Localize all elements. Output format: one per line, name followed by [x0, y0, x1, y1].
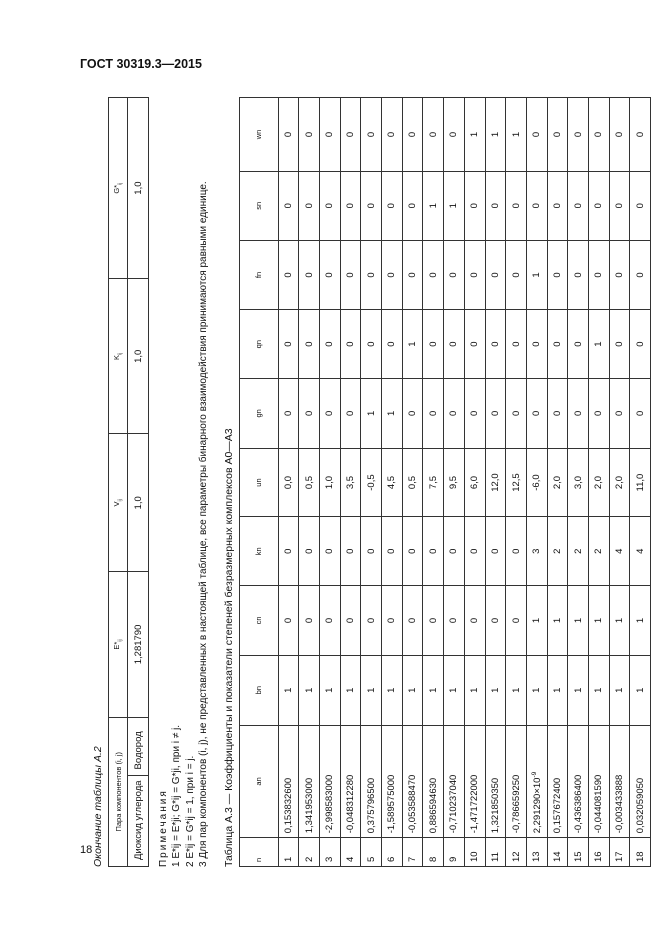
table-a2: [108, 97, 149, 867]
cell-gn: 1: [361, 378, 382, 448]
rotated-content: [88, 97, 646, 867]
table-a2-caption: Окончание таблицы А.2: [92, 746, 104, 867]
page-header: ГОСТ 30319.3—2015: [80, 57, 202, 71]
cell-fn: 0: [423, 240, 444, 310]
cell-kn: 0: [382, 517, 403, 586]
cell-qn: 0: [464, 310, 485, 379]
cell-kn: 0: [423, 517, 444, 586]
table-row: [526, 98, 547, 867]
col-header-sn: sn: [239, 171, 278, 240]
cell-sn: 0: [299, 171, 320, 240]
cell-sn: 0: [464, 171, 485, 240]
cell-bn: 1: [630, 655, 651, 725]
col-header-bn: bn: [239, 655, 278, 725]
cell-n: 12: [506, 838, 527, 867]
cell-qn: 0: [568, 310, 589, 379]
cell-qn: 0: [382, 310, 403, 379]
col-v: $V_{ij}$: [109, 434, 128, 572]
table-row: [320, 98, 341, 867]
value-e: 1,281790: [128, 572, 149, 717]
col-e: $E*_{ij}$: [109, 572, 128, 717]
cell-un: 12,5: [506, 448, 527, 517]
cell-gn: 0: [485, 378, 506, 448]
cell-gn: 0: [609, 378, 630, 448]
cell-sn: 0: [526, 171, 547, 240]
table-row: [568, 98, 589, 867]
cell-fn: 0: [588, 240, 609, 310]
cell-bn: 1: [506, 655, 527, 725]
col-k: $K_{ij}$: [109, 279, 128, 434]
cell-gn: 0: [340, 378, 361, 448]
cell-an: -0,044081590: [588, 725, 609, 838]
cell-wn: 0: [526, 98, 547, 172]
cell-an: 1,321850350: [485, 725, 506, 838]
cell-sn: 1: [444, 171, 465, 240]
cell-cn: 1: [609, 586, 630, 656]
cell-gn: 0: [402, 378, 423, 448]
col-header-cn: cn: [239, 586, 278, 656]
table-row: [609, 98, 630, 867]
cell-wn: 1: [485, 98, 506, 172]
cell-an: -0,048312280: [340, 725, 361, 838]
cell-bn: 1: [568, 655, 589, 725]
cell-un: 9,5: [444, 448, 465, 517]
cell-gn: 0: [588, 378, 609, 448]
cell-an: -0,436386400: [568, 725, 589, 838]
cell-kn: 0: [506, 517, 527, 586]
cell-kn: 0: [320, 517, 341, 586]
cell-fn: 0: [547, 240, 568, 310]
cell-wn: 0: [547, 98, 568, 172]
col-header-kn: kn: [239, 517, 278, 586]
table-row: [588, 98, 609, 867]
table-row: [485, 98, 506, 867]
cell-sn: 0: [609, 171, 630, 240]
cell-fn: 0: [464, 240, 485, 310]
cell-un: -0,5: [361, 448, 382, 517]
cell-fn: 0: [485, 240, 506, 310]
cell-un: 0,0: [278, 448, 299, 517]
cell-cn: 1: [588, 586, 609, 656]
cell-wn: 0: [568, 98, 589, 172]
table-row: [299, 98, 320, 867]
cell-n: 14: [547, 838, 568, 867]
cell-bn: 1: [340, 655, 361, 725]
cell-un: 7,5: [423, 448, 444, 517]
cell-n: 6: [382, 838, 403, 867]
note-3: 3 Для пар компонентов (i, j), не представленных в настоящей таблице, все параметры бинарного взаимодействия принимаются равными единице.: [198, 181, 210, 867]
cell-fn: 0: [299, 240, 320, 310]
cell-kn: 0: [402, 517, 423, 586]
cell-wn: 0: [340, 98, 361, 172]
cell-n: 7: [402, 838, 423, 867]
cell-qn: 0: [299, 310, 320, 379]
cell-n: 8: [423, 838, 444, 867]
table-row: [128, 98, 149, 867]
cell-cn: 0: [423, 586, 444, 656]
cell-bn: 1: [361, 655, 382, 725]
cell-an: 0,375796500: [361, 725, 382, 838]
cell-wn: 0: [444, 98, 465, 172]
cell-qn: 0: [506, 310, 527, 379]
cell-kn: 2: [568, 517, 589, 586]
cell-sn: 0: [485, 171, 506, 240]
cell-un: 6,0: [464, 448, 485, 517]
cell-kn: 0: [444, 517, 465, 586]
cell-n: 15: [568, 838, 589, 867]
cell-n: 10: [464, 838, 485, 867]
cell-kn: 0: [361, 517, 382, 586]
cell-wn: 0: [402, 98, 423, 172]
cell-wn: 0: [588, 98, 609, 172]
value-v: 1,0: [128, 434, 149, 572]
cell-fn: 0: [320, 240, 341, 310]
cell-an: 1,341953000: [299, 725, 320, 838]
cell-n: 3: [320, 838, 341, 867]
cell-fn: 0: [444, 240, 465, 310]
cell-gn: 0: [526, 378, 547, 448]
cell-wn: 0: [423, 98, 444, 172]
cell-n: 16: [588, 838, 609, 867]
cell-gn: 0: [278, 378, 299, 448]
cell-cn: 1: [630, 586, 651, 656]
cell-un: 3,5: [340, 448, 361, 517]
table-row: [340, 98, 361, 867]
cell-bn: 1: [547, 655, 568, 725]
cell-un: 0,5: [402, 448, 423, 517]
col-header-wn: wn: [239, 98, 278, 172]
cell-un: 0,5: [299, 448, 320, 517]
notes: [157, 97, 211, 867]
cell-kn: 2: [588, 517, 609, 586]
cell-qn: 0: [361, 310, 382, 379]
cell-an: 0,157672400: [547, 725, 568, 838]
cell-un: -6,0: [526, 448, 547, 517]
cell-gn: 0: [506, 378, 527, 448]
cell-cn: 0: [506, 586, 527, 656]
cell-cn: 0: [320, 586, 341, 656]
cell-an: -0,710237040: [444, 725, 465, 838]
cell-fn: 0: [340, 240, 361, 310]
cell-kn: 0: [299, 517, 320, 586]
cell-bn: 1: [299, 655, 320, 725]
cell-kn: 4: [609, 517, 630, 586]
table-row: [402, 98, 423, 867]
cell-sn: 0: [382, 171, 403, 240]
cell-sn: 0: [361, 171, 382, 240]
cell-qn: 0: [278, 310, 299, 379]
cell-an: -0,053588470: [402, 725, 423, 838]
cell-qn: 1: [402, 310, 423, 379]
cell-un: 11,0: [630, 448, 651, 517]
cell-gn: 0: [547, 378, 568, 448]
cell-bn: 1: [423, 655, 444, 725]
cell-n: 5: [361, 838, 382, 867]
cell-cn: 0: [402, 586, 423, 656]
cell-bn: 1: [402, 655, 423, 725]
cell-bn: 1: [609, 655, 630, 725]
cell-wn: 0: [630, 98, 651, 172]
col-header-n: n: [239, 838, 278, 867]
cell-qn: 0: [630, 310, 651, 379]
cell-n: 1: [278, 838, 299, 867]
cell-n: 2: [299, 838, 320, 867]
page-number: 18: [80, 844, 93, 856]
cell-fn: 0: [568, 240, 589, 310]
cell-fn: 1: [526, 240, 547, 310]
col-pair: Пара компонентов (i, j): [109, 717, 128, 866]
cell-n: 9: [444, 838, 465, 867]
cell-sn: 0: [547, 171, 568, 240]
cell-fn: 0: [361, 240, 382, 310]
cell-un: 1,0: [320, 448, 341, 517]
cell-sn: 0: [588, 171, 609, 240]
table-row: [464, 98, 485, 867]
cell-gn: 0: [630, 378, 651, 448]
cell-gn: 0: [299, 378, 320, 448]
cell-bn: 1: [526, 655, 547, 725]
cell-fn: 0: [630, 240, 651, 310]
cell-an: 0,153832600: [278, 725, 299, 838]
cell-an: -1,589575000: [382, 725, 403, 838]
table-row: [506, 98, 527, 867]
table-row: [361, 98, 382, 867]
cell-sn: 0: [340, 171, 361, 240]
note-2: 2 E*ij = G*ij = 1, при i = j.: [184, 755, 196, 867]
cell-sn: 0: [506, 171, 527, 240]
cell-qn: 0: [320, 310, 341, 379]
cell-gn: 0: [568, 378, 589, 448]
col-header-qn: qn: [239, 310, 278, 379]
cell-cn: 0: [299, 586, 320, 656]
cell-cn: 0: [382, 586, 403, 656]
cell-cn: 1: [526, 586, 547, 656]
cell-fn: 0: [402, 240, 423, 310]
component-j: Водород: [128, 717, 149, 776]
cell-kn: 0: [340, 517, 361, 586]
cell-bn: 1: [464, 655, 485, 725]
cell-wn: 1: [464, 98, 485, 172]
cell-sn: 0: [630, 171, 651, 240]
cell-kn: 0: [464, 517, 485, 586]
cell-cn: 0: [485, 586, 506, 656]
cell-n: 13: [526, 838, 547, 867]
cell-bn: 1: [444, 655, 465, 725]
cell-kn: 0: [278, 517, 299, 586]
cell-un: 2,0: [588, 448, 609, 517]
cell-fn: 0: [506, 240, 527, 310]
value-g: 1,0: [128, 98, 149, 279]
table-row: [630, 98, 651, 867]
cell-fn: 0: [382, 240, 403, 310]
cell-cn: 1: [547, 586, 568, 656]
cell-an: -1,471722000: [464, 725, 485, 838]
cell-qn: 0: [609, 310, 630, 379]
table-row: [444, 98, 465, 867]
table-row: [278, 98, 299, 867]
value-k: 1,0: [128, 279, 149, 434]
cell-cn: 0: [464, 586, 485, 656]
table-a3: [239, 97, 651, 867]
cell-un: 2,0: [547, 448, 568, 517]
cell-an: -2,998583000: [320, 725, 341, 838]
cell-sn: 1: [423, 171, 444, 240]
notes-title: Примечания: [158, 789, 169, 867]
cell-an: 0,886594630: [423, 725, 444, 838]
table-row: [547, 98, 568, 867]
cell-kn: 4: [630, 517, 651, 586]
cell-wn: 0: [299, 98, 320, 172]
cell-qn: 0: [547, 310, 568, 379]
cell-cn: 0: [340, 586, 361, 656]
cell-n: 4: [340, 838, 361, 867]
cell-un: 2,0: [609, 448, 630, 517]
col-header-fn: fn: [239, 240, 278, 310]
cell-gn: 0: [320, 378, 341, 448]
cell-wn: 0: [609, 98, 630, 172]
cell-qn: 0: [526, 310, 547, 379]
table-a3-caption: Таблица А.3 — Коэффициенты и показатели степеней безразмерных комплексов A0—A3: [222, 428, 235, 867]
cell-an: -0,786659250: [506, 725, 527, 838]
component-i: Диоксид углерода: [128, 776, 149, 867]
note-1: 1 E*ij = E*ji; G*ij = G*ji, при i ≠ j.: [171, 724, 183, 867]
table-row: [382, 98, 403, 867]
cell-qn: 0: [423, 310, 444, 379]
col-header-an: an: [239, 725, 278, 838]
cell-wn: 1: [506, 98, 527, 172]
cell-an: -0,003433888: [609, 725, 630, 838]
cell-kn: 3: [526, 517, 547, 586]
cell-wn: 0: [382, 98, 403, 172]
cell-fn: 0: [609, 240, 630, 310]
cell-n: 18: [630, 838, 651, 867]
cell-gn: 0: [423, 378, 444, 448]
cell-gn: 0: [444, 378, 465, 448]
cell-sn: 0: [568, 171, 589, 240]
cell-un: 12,0: [485, 448, 506, 517]
cell-cn: 0: [278, 586, 299, 656]
cell-qn: 0: [485, 310, 506, 379]
cell-bn: 1: [485, 655, 506, 725]
cell-gn: 0: [464, 378, 485, 448]
cell-un: 4,5: [382, 448, 403, 517]
cell-kn: 2: [547, 517, 568, 586]
cell-bn: 1: [588, 655, 609, 725]
cell-un: 3,0: [568, 448, 589, 517]
cell-n: 17: [609, 838, 630, 867]
cell-bn: 1: [382, 655, 403, 725]
cell-sn: 0: [320, 171, 341, 240]
cell-bn: 1: [320, 655, 341, 725]
col-header-gn: gn: [239, 378, 278, 448]
cell-qn: 0: [444, 310, 465, 379]
cell-wn: 0: [361, 98, 382, 172]
cell-cn: 0: [361, 586, 382, 656]
cell-wn: 0: [278, 98, 299, 172]
cell-fn: 0: [278, 240, 299, 310]
cell-wn: 0: [320, 98, 341, 172]
table-row: [423, 98, 444, 867]
cell-qn: 1: [588, 310, 609, 379]
cell-qn: 0: [340, 310, 361, 379]
cell-kn: 0: [485, 517, 506, 586]
cell-cn: 0: [444, 586, 465, 656]
cell-sn: 0: [402, 171, 423, 240]
cell-sn: 0: [278, 171, 299, 240]
cell-gn: 1: [382, 378, 403, 448]
cell-an: $2,291290\times 10^{-9}$: [526, 725, 547, 838]
cell-n: 11: [485, 838, 506, 867]
cell-an: 0,032059050: [630, 725, 651, 838]
cell-bn: 1: [278, 655, 299, 725]
col-g: $G*_{ij}$: [109, 98, 128, 279]
cell-cn: 1: [568, 586, 589, 656]
col-header-un: un: [239, 448, 278, 517]
